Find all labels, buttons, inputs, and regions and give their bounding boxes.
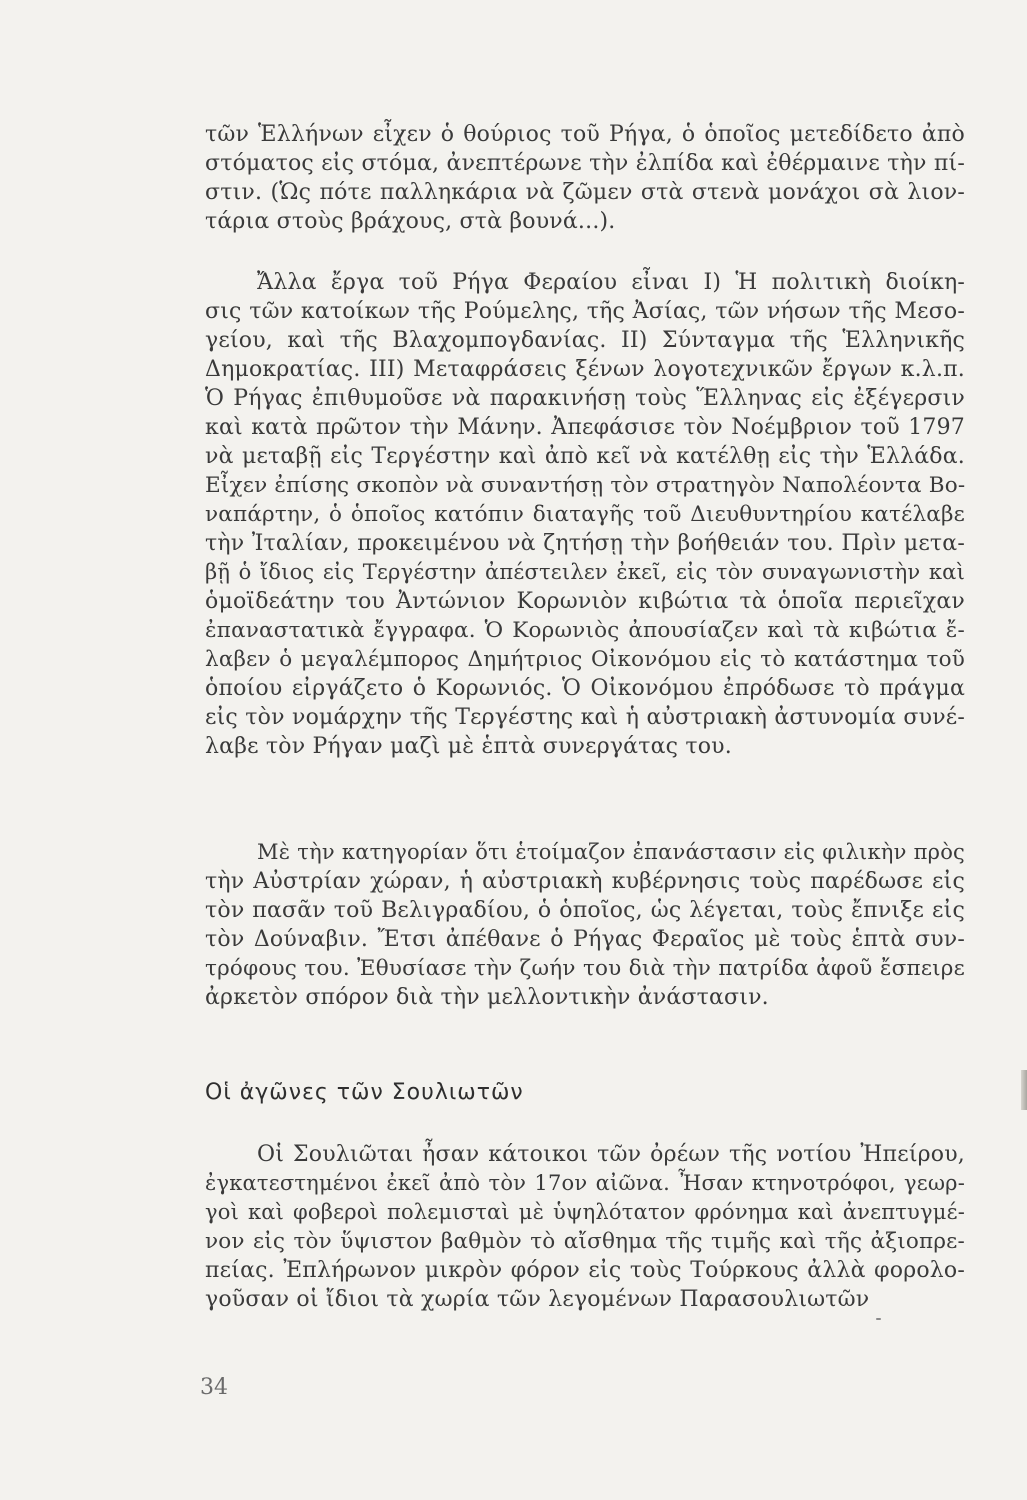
text-line: Μὲ τὴν κατηγορίαν ὅτι ἑτοίμαζον ἐπανάστασιν εἰς φιλικὴν πρὸς (257, 840, 965, 864)
text-line: τὸν πασᾶν τοῦ Βελιγραδίου, ὁ ὁποῖος, ὡς λέγεται, τοὺς ἔπνιξε εἰς (205, 898, 965, 923)
text-line: τὸν Δούναβιν. Ἔτσι ἀπέθανε ὁ Ρήγας Φεραῖος μὲ τοὺς ἑπτὰ συν- (205, 927, 965, 952)
text-line: τὴν Αὐστρίαν χώραν, ἡ αὐστριακὴ κυβέρνησις τοὺς παρέδωσε εἰς (205, 869, 965, 894)
text-line: Ὁ Ρήγας ἐπιθυμοῦσε νὰ παρακινήσῃ τοὺς Ἕλληνας εἰς ἐξέγερσιν (205, 386, 965, 411)
text-line: Οἱ Σουλιῶται ἦσαν κάτοικοι τῶν ὀρέων τῆς νοτίου Ἠπείρου, (257, 1142, 965, 1167)
text-line: τάρια στοὺς βράχους, στὰ βουνά...). (205, 209, 616, 234)
text-line: στόματος εἰς στόμα, ἀνεπτέρωνε τὴν ἐλπίδα καὶ ἐθέρμαινε τὴν πί- (205, 151, 965, 176)
page-number: 34 (200, 1375, 228, 1400)
text-line: πείας. Ἐπλήρωνον μικρὸν φόρον εἰς τοὺς Τούρκους ἀλλὰ φορολο- (205, 1258, 965, 1283)
text-line: ναπάρτην, ὁ ὁποῖος κατόπιν διαταγῆς τοῦ Διευθυντηρίου κατέλαβε (205, 502, 965, 527)
text-line: ὁμοϊδεάτην του Ἀντώνιον Κορωνιὸν κιβώτια τὰ ὁποῖα περιεῖχαν (205, 589, 965, 614)
paragraph-3 (205, 838, 965, 1012)
text-line: σις τῶν κατοίκων τῆς Ρούμελης, τῆς Ἀσίας, τῶν νήσων τῆς Μεσο- (205, 299, 965, 324)
text-line: γείου, καὶ τῆς Βλαχομπογδανίας. ΙΙ) Σύνταγμα τῆς Ἑλληνικῆς (205, 328, 965, 353)
ink-speck (876, 1318, 881, 1320)
text-line: βῇ ὁ ἴδιος εἰς Τεργέστην ἀπέστειλεν ἐκεῖ, εἰς τὸν συναγωνιστὴν καὶ (205, 560, 965, 584)
text-line: καὶ κατὰ πρῶτον τὴν Μάνην. Ἀπεφάσισε τὸν Νοέμβριον τοῦ 1797 (205, 415, 965, 440)
text-line: τρόφους του. Ἐθυσίασε τὴν ζωήν του διὰ τὴν πατρίδα ἀφοῦ ἔσπειρε (205, 956, 965, 981)
text-line: ἐγκατεστημένοι ἐκεῖ ἀπὸ τὸν 17ον αἰῶνα. Ἦσαν κτηνοτρόφοι, γεωρ- (205, 1171, 965, 1195)
text-line: ἐπαναστατικὰ ἔγγραφα. Ὁ Κορωνιὸς ἀπουσίαζεν καὶ τὰ κιβώτια ἔ- (205, 618, 965, 643)
text-line: τὴν Ἰταλίαν, προκειμένου νὰ ζητήσῃ τὴν βοήθειάν του. Πρὶν μετα- (205, 531, 965, 556)
text-line: νὰ μεταβῇ εἰς Τεργέστην καὶ ἀπὸ κεῖ νὰ κατέλθῃ εἰς τὴν Ἑλλάδα. (205, 444, 965, 469)
text-line: λαβε τὸν Ρήγαν μαζὶ μὲ ἑπτὰ συνεργάτας του. (205, 734, 732, 759)
text-line: τῶν Ἑλλήνων εἶχεν ὁ θούριος τοῦ Ρήγα, ὁ ὁποῖος μετεδίδετο ἀπὸ (205, 122, 965, 147)
text-line: Δημοκρατίας. ΙΙΙ) Μεταφράσεις ξένων λογοτεχνικῶν ἔργων κ.λ.π. (205, 357, 965, 382)
paragraph-1 (205, 120, 965, 236)
section-heading: Οἱ ἀγῶνες τῶν Σουλιωτῶν (205, 1080, 524, 1105)
text-line: στιν. (Ὡς πότε παλληκάρια νὰ ζῶμεν στὰ στενὰ μονάχοι σὰ λιον- (205, 180, 965, 205)
paragraph-4 (205, 1140, 965, 1314)
text-line: εἰς τὸν νομάρχην τῆς Τεργέστης καὶ ἡ αὐστριακὴ ἀστυνομία συνέ- (205, 705, 965, 730)
paragraph-2 (205, 268, 965, 761)
page-edge-shadow (1021, 1070, 1027, 1110)
text-line: ἀρκετὸν σπόρον διὰ τὴν μελλοντικὴν ἀνάστασιν. (205, 985, 769, 1010)
text-line: νον εἰς τὸν ὕψιστον βαθμὸν τὸ αἴσθημα τῆς τιμῆς καὶ τῆς ἀξιοπρε- (205, 1229, 965, 1254)
text-line: γοῦσαν οἱ ἴδιοι τὰ χωρία τῶν λεγομένων Παρασουλιωτῶν (205, 1287, 870, 1312)
text-line: λαβεν ὁ μεγαλέμπορος Δημήτριος Οἰκονόμου εἰς τὸ κατάστημα τοῦ (205, 647, 965, 672)
text-line: γοὶ καὶ φοβεροὶ πολεμισταὶ μὲ ὑψηλότατον φρόνημα καὶ ἀνεπτυγμέ- (205, 1200, 965, 1224)
text-line: Εἶχεν ἐπίσης σκοπὸν νὰ συναντήσῃ τὸν στρατηγὸν Ναπολέοντα Βο- (205, 473, 966, 498)
text-line: Ἄλλα ἔργα τοῦ Ρήγα Φεραίου εἶναι Ι) Ἡ πολιτικὴ διοίκη- (257, 270, 965, 295)
text-line: ὁποίου εἰργάζετο ὁ Κορωνιός. Ὁ Οἰκονόμου ἐπρόδωσε τὸ πράγμα (205, 676, 965, 701)
